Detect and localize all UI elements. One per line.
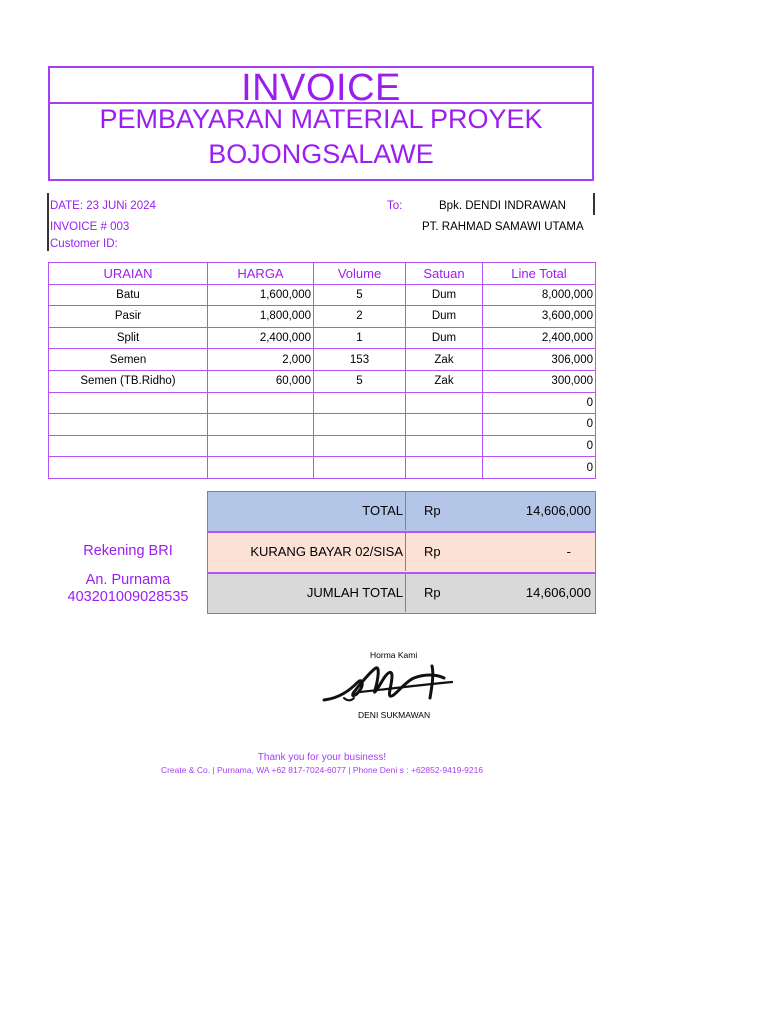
jumlah-total-currency: Rp <box>424 585 441 600</box>
cell-volume: 153 <box>314 349 406 371</box>
cell-harga <box>208 414 314 436</box>
cell-volume <box>314 457 406 479</box>
table-row <box>49 349 596 371</box>
cell-harga: 60,000 <box>208 370 314 392</box>
kurang-bayar-value: - <box>566 544 571 559</box>
invoice-date: DATE: 23 JUNi 2024 <box>50 200 156 212</box>
recipient-name: Bpk. DENDI INDRAWAN <box>439 200 566 212</box>
signature-greeting: Horma Kami <box>370 650 418 660</box>
table-row <box>49 306 596 328</box>
cell-satuan: Dum <box>406 327 483 349</box>
total-row <box>207 491 596 532</box>
cell-line-total: 0 <box>483 414 596 436</box>
cell-line-total: 0 <box>483 457 596 479</box>
cell-satuan: Zak <box>406 349 483 371</box>
cell-uraian: Pasir <box>49 306 208 328</box>
account-holder: An. Purnama <box>85 572 171 588</box>
project-title <box>48 102 594 172</box>
cell-line-total: 8,000,000 <box>483 284 596 306</box>
info-right-border <box>593 193 595 215</box>
table-row <box>49 284 596 306</box>
cell-volume: 5 <box>314 284 406 306</box>
recipient-company: PT. RAHMAD SAMAWI UTAMA <box>422 221 584 233</box>
cell-harga: 2,000 <box>208 349 314 371</box>
cell-volume: 1 <box>314 327 406 349</box>
cell-satuan <box>406 435 483 457</box>
items-table <box>48 262 596 479</box>
cell-satuan: Dum <box>406 306 483 328</box>
table-row <box>49 392 596 414</box>
cell-harga: 1,600,000 <box>208 284 314 306</box>
header-volume: Volume <box>314 263 406 285</box>
cell-line-total: 0 <box>483 435 596 457</box>
info-left-border <box>47 193 49 251</box>
cell-harga: 1,800,000 <box>208 306 314 328</box>
cell-line-total: 300,000 <box>483 370 596 392</box>
account-number: 403201009028535 <box>67 589 189 605</box>
cell-uraian <box>49 414 208 436</box>
cell-volume <box>314 435 406 457</box>
cell-satuan <box>406 457 483 479</box>
cell-volume: 5 <box>314 370 406 392</box>
cell-uraian <box>49 435 208 457</box>
table-row <box>49 457 596 479</box>
table-header-row <box>49 263 596 285</box>
signature-image <box>320 660 460 710</box>
cell-uraian <box>49 457 208 479</box>
kurang-bayar-currency: Rp <box>424 544 441 559</box>
cell-harga <box>208 435 314 457</box>
bank-name: Rekening BRI <box>83 543 173 559</box>
cell-harga: 2,400,000 <box>208 327 314 349</box>
kurang-bayar-label: KURANG BAYAR 02/SISA <box>208 533 406 571</box>
cell-line-total: 3,600,000 <box>483 306 596 328</box>
table-row <box>49 327 596 349</box>
cell-satuan: Dum <box>406 284 483 306</box>
cell-harga <box>208 457 314 479</box>
total-label: TOTAL <box>208 492 406 530</box>
cell-line-total: 2,400,000 <box>483 327 596 349</box>
jumlah-total-row <box>207 573 596 614</box>
cell-satuan <box>406 392 483 414</box>
to-label: To: <box>387 200 403 212</box>
cell-satuan <box>406 414 483 436</box>
invoice-number: INVOICE # 003 <box>50 221 130 233</box>
jumlah-total-value: 14,606,000 <box>525 585 591 600</box>
kurang-bayar-row <box>207 532 596 573</box>
footer-thanks: Thank you for your business! <box>257 752 387 763</box>
cell-volume <box>314 414 406 436</box>
cell-volume: 2 <box>314 306 406 328</box>
table-row <box>49 370 596 392</box>
header-harga: HARGA <box>208 263 314 285</box>
total-currency: Rp <box>424 503 441 518</box>
jumlah-total-label: JUMLAH TOTAL <box>208 574 406 612</box>
cell-line-total: 0 <box>483 392 596 414</box>
header-line-total: Line Total <box>483 263 596 285</box>
table-row <box>49 414 596 436</box>
header-uraian: URAIAN <box>49 263 208 285</box>
cell-uraian: Split <box>49 327 208 349</box>
cell-uraian <box>49 392 208 414</box>
header-satuan: Satuan <box>406 263 483 285</box>
total-value: 14,606,000 <box>525 503 591 518</box>
cell-uraian: Batu <box>49 284 208 306</box>
signature-area <box>310 648 460 728</box>
table-row <box>49 435 596 457</box>
signature-name: DENI SUKMAWAN <box>358 710 431 720</box>
cell-volume <box>314 392 406 414</box>
cell-line-total: 306,000 <box>483 349 596 371</box>
project-title-line1: PEMBAYARAN MATERIAL PROYEK <box>99 104 543 134</box>
footer-contact: Create & Co. | Purnama, WA +62 817-7024-6077 | Phone Deni s : +62852-9419-9216 <box>160 765 484 775</box>
invoice-title: INVOICE <box>241 67 401 109</box>
cell-harga <box>208 392 314 414</box>
cell-uraian: Semen <box>49 349 208 371</box>
project-title-line2: BOJONGSALAWE <box>208 139 434 169</box>
bank-info <box>50 543 206 606</box>
customer-id: Customer ID: <box>50 238 118 250</box>
cell-uraian: Semen (TB.Ridho) <box>49 370 208 392</box>
cell-satuan: Zak <box>406 370 483 392</box>
